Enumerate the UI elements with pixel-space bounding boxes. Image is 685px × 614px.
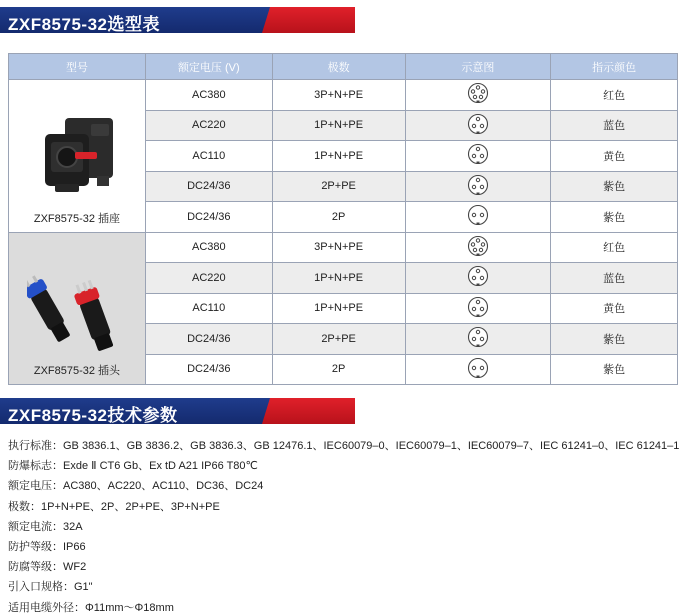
color-cell: 红色: [551, 232, 678, 263]
selection-table: [8, 53, 678, 385]
param-row: 适用电缆外径：Φ11mm～Φ18mm: [8, 601, 174, 614]
socket-diagram-icon: [467, 204, 489, 226]
color-cell: 蓝色: [551, 110, 678, 141]
product-cell: [9, 80, 146, 233]
param-row: 额定电压：AC380、AC220、AC110、DC36、DC24: [8, 480, 264, 493]
socket-diagram-icon: [467, 296, 489, 318]
param-row: 引入口规格：G1": [8, 581, 93, 594]
diagram-cell: [405, 354, 551, 385]
voltage-cell: AC110: [145, 293, 272, 324]
diagram-cell: [405, 110, 551, 141]
poles-cell: 2P+PE: [272, 171, 405, 202]
diagram-cell: [405, 202, 551, 233]
voltage-cell: DC24/36: [145, 324, 272, 355]
product-model-label: ZXF8575-32 插头: [33, 365, 121, 377]
diagram-cell: [405, 171, 551, 202]
diagram-cell: [405, 141, 551, 172]
diagram-cell: [405, 263, 551, 294]
param-row: 极数：1P+N+PE、2P、2P+PE、3P+N+PE: [8, 500, 220, 513]
param-row: 防腐等级：WF2: [8, 561, 87, 574]
poles-cell: 3P+N+PE: [272, 232, 405, 263]
poles-cell: 2P: [272, 354, 405, 385]
socket-diagram-icon: [467, 113, 489, 135]
poles-cell: 1P+N+PE: [272, 110, 405, 141]
voltage-cell: AC110: [145, 141, 272, 172]
voltage-cell: AC220: [145, 263, 272, 294]
socket-diagram-icon: [467, 174, 489, 196]
voltage-cell: AC220: [145, 110, 272, 141]
diagram-cell: [405, 232, 551, 263]
poles-cell: 1P+N+PE: [272, 263, 405, 294]
socket-diagram-icon: [467, 326, 489, 348]
diagram-cell: [405, 80, 551, 111]
param-row: 防护等级：IP66: [8, 541, 86, 554]
socket-diagram-icon: [467, 143, 489, 165]
table-row: [9, 80, 678, 111]
socket-product-image: [31, 112, 123, 204]
color-cell: 紫色: [551, 171, 678, 202]
selection-title: ZXF8575-32选型表: [8, 15, 160, 34]
header-diagram: 示意图: [405, 54, 551, 80]
color-cell: 红色: [551, 80, 678, 111]
socket-diagram-icon: [467, 235, 489, 257]
color-cell: 紫色: [551, 354, 678, 385]
color-cell: 紫色: [551, 324, 678, 355]
voltage-cell: DC24/36: [145, 171, 272, 202]
voltage-cell: DC24/36: [145, 202, 272, 233]
param-row: 防爆标志：Exde Ⅱ CT6 Gb、Ex tD A21 IP66 T80℃: [8, 460, 258, 473]
header-model: 型号: [9, 54, 146, 80]
diagram-cell: [405, 293, 551, 324]
poles-cell: 1P+N+PE: [272, 293, 405, 324]
voltage-cell: DC24/36: [145, 354, 272, 385]
color-cell: 紫色: [551, 202, 678, 233]
tech-banner: [0, 398, 355, 424]
header-poles: 极数: [272, 54, 405, 80]
color-cell: 蓝色: [551, 263, 678, 294]
poles-cell: 2P: [272, 202, 405, 233]
poles-cell: 2P+PE: [272, 324, 405, 355]
socket-diagram-icon: [467, 265, 489, 287]
table-row: [9, 232, 678, 263]
selection-banner: [0, 7, 355, 33]
product-model-label: ZXF8575-32 插座: [33, 212, 121, 225]
color-cell: 黄色: [551, 141, 678, 172]
tech-params: [8, 436, 680, 614]
table-header-row: [9, 54, 678, 80]
plug-product-image: [27, 260, 127, 356]
tech-title: ZXF8575-32技术参数: [8, 406, 178, 425]
param-row: 额定电流：32A: [8, 520, 83, 533]
voltage-cell: AC380: [145, 232, 272, 263]
color-cell: 黄色: [551, 293, 678, 324]
header-voltage: 额定电压 (V): [145, 54, 272, 80]
header-color: 指示颜色: [551, 54, 678, 80]
socket-diagram-icon: [467, 357, 489, 379]
product-cell: [9, 232, 146, 385]
param-row: 执行标准：GB 3836.1、GB 3836.2、GB 3836.3、GB 12476.1、IEC60079–0、IEC60079–1、IEC60079–7、IEC 61241–0、IEC 61241–1: [8, 440, 680, 452]
socket-diagram-icon: [467, 82, 489, 104]
diagram-cell: [405, 324, 551, 355]
voltage-cell: AC380: [145, 80, 272, 111]
poles-cell: 1P+N+PE: [272, 141, 405, 172]
poles-cell: 3P+N+PE: [272, 80, 405, 111]
